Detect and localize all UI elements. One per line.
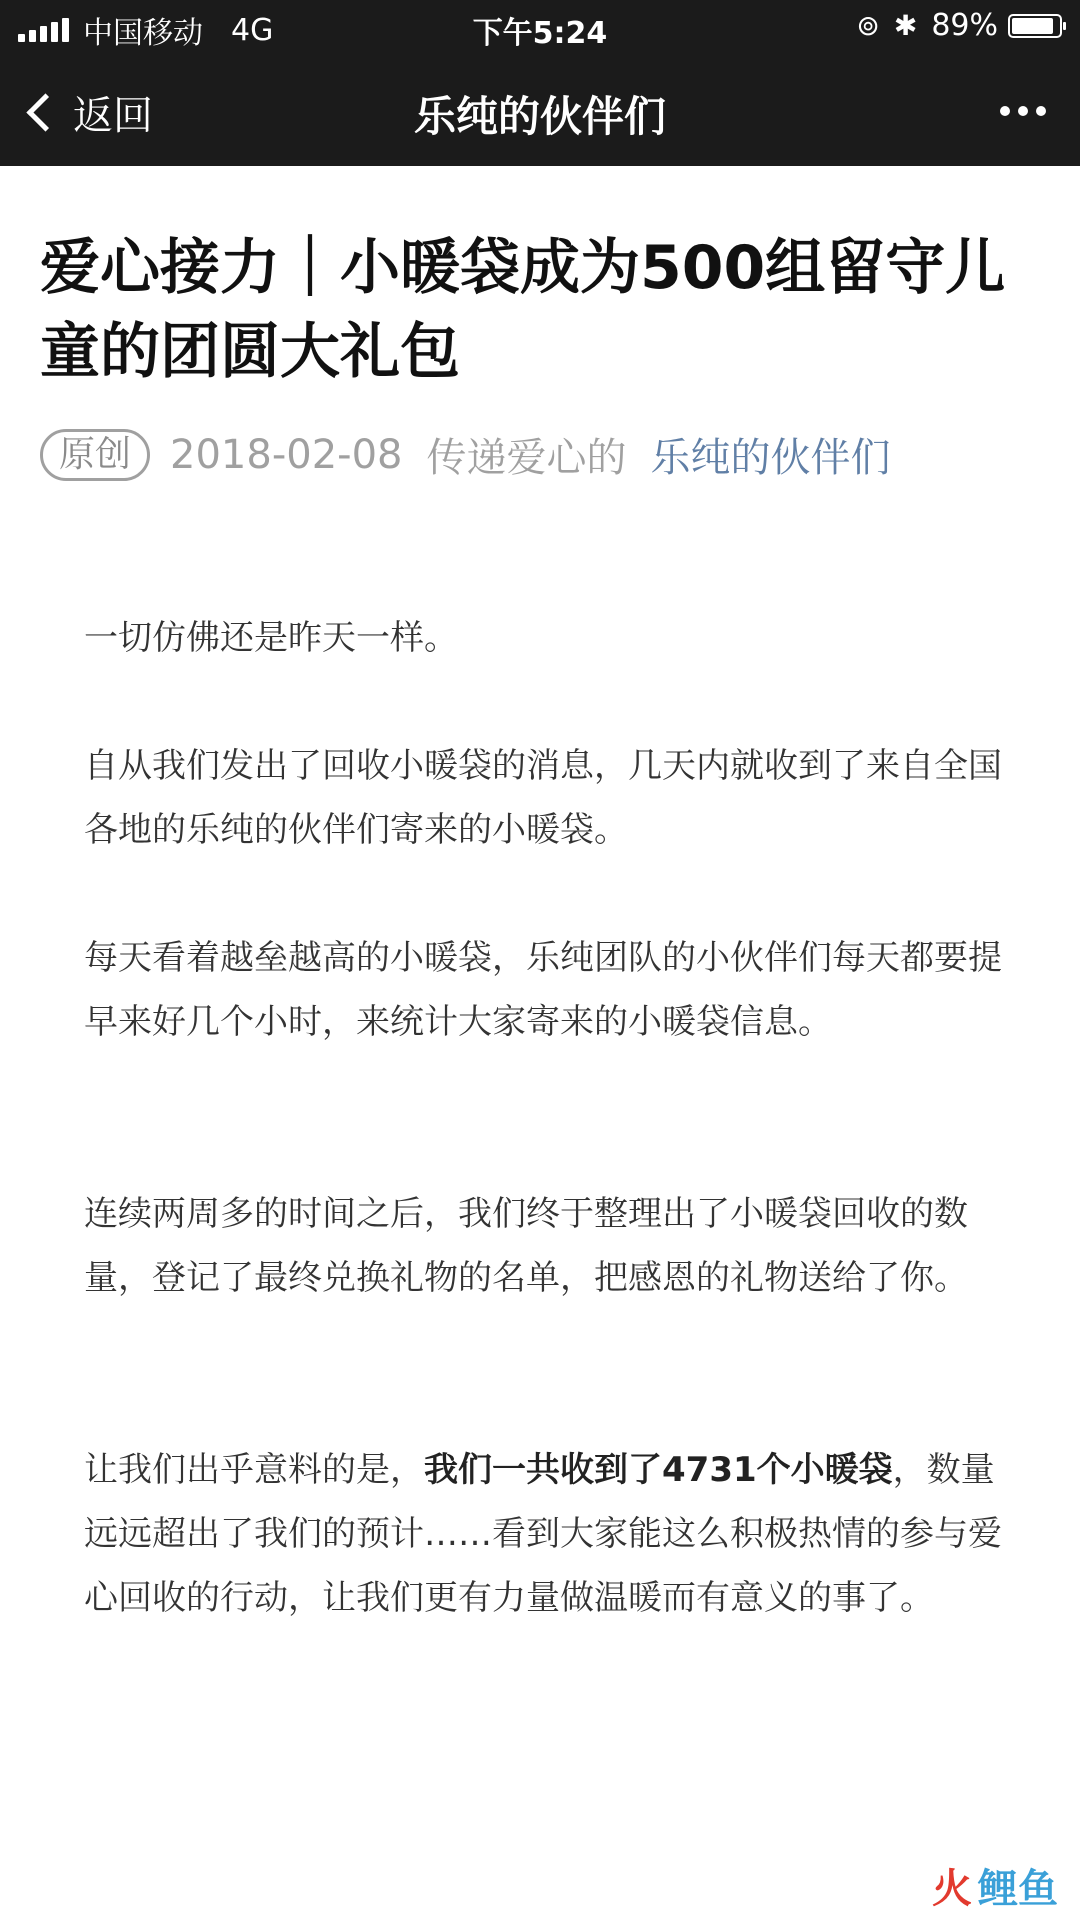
article-meta: [40, 426, 890, 483]
paragraph: 每天看着越垒越高的小暖袋，乐纯团队的小伙伴们每天都要提早来好几个小时，来统计大家寄来的小暖袋信息。: [84, 938, 1002, 1042]
paragraph-text: 让我们出乎意料的是，: [84, 1450, 424, 1490]
more-dot-icon: [1018, 106, 1028, 116]
watermark-part: 鲤鱼: [978, 1866, 1058, 1912]
rotation-lock-icon: ⊚: [856, 9, 880, 42]
publish-date: 2018-02-08: [170, 431, 403, 478]
battery-percent: 89%: [931, 8, 998, 43]
paragraph-bold-text: 我们一共收到了4731个小暖袋: [424, 1450, 893, 1490]
original-badge: 原创: [40, 429, 150, 481]
battery-fill: [1012, 18, 1053, 34]
more-dot-icon: [1000, 106, 1010, 116]
more-dot-icon: [1036, 106, 1046, 116]
status-right: [856, 8, 1062, 43]
paragraph: 一切仿佛还是昨天一样。: [84, 618, 458, 658]
account-link[interactable]: 乐纯的伙伴们: [650, 435, 891, 481]
article-title: 爱心接力｜小暖袋成为500组留守儿童的团圆大礼包: [40, 233, 1006, 387]
status-time: 下午5:24: [472, 16, 608, 51]
battery-icon: [1008, 14, 1062, 38]
author-name: 传递爱心的: [426, 435, 627, 481]
network-type: 4G: [231, 12, 274, 48]
paragraph-text: ，数量远远超出了我们的预计……看到大家能这么积极热情的参与爱心回收的行动，让我们更有力量做温暖而有意义的事了。: [84, 1450, 1002, 1618]
back-label: 返回: [73, 93, 153, 139]
nav-title: 乐纯的伙伴们: [413, 92, 666, 141]
bluetooth-icon: ✱: [893, 9, 918, 42]
status-bar: [0, 0, 1080, 56]
watermark-logo: [932, 1857, 1058, 1914]
carrier-name: 中国移动: [83, 16, 203, 51]
nav-bar: [0, 56, 1080, 166]
watermark-part: 火: [932, 1866, 972, 1912]
paragraph: 自从我们发出了回收小暖袋的消息，几天内就收到了来自全国各地的乐纯的伙伴们寄来的小暖袋。: [84, 746, 1002, 850]
paragraph: 连续两周多的时间之后，我们终于整理出了小暖袋回收的数量，登记了最终兑换礼物的名单，把感恩的礼物送给了你。: [84, 1194, 968, 1298]
more-button[interactable]: [992, 84, 1046, 138]
paragraph: [84, 1438, 1004, 1630]
